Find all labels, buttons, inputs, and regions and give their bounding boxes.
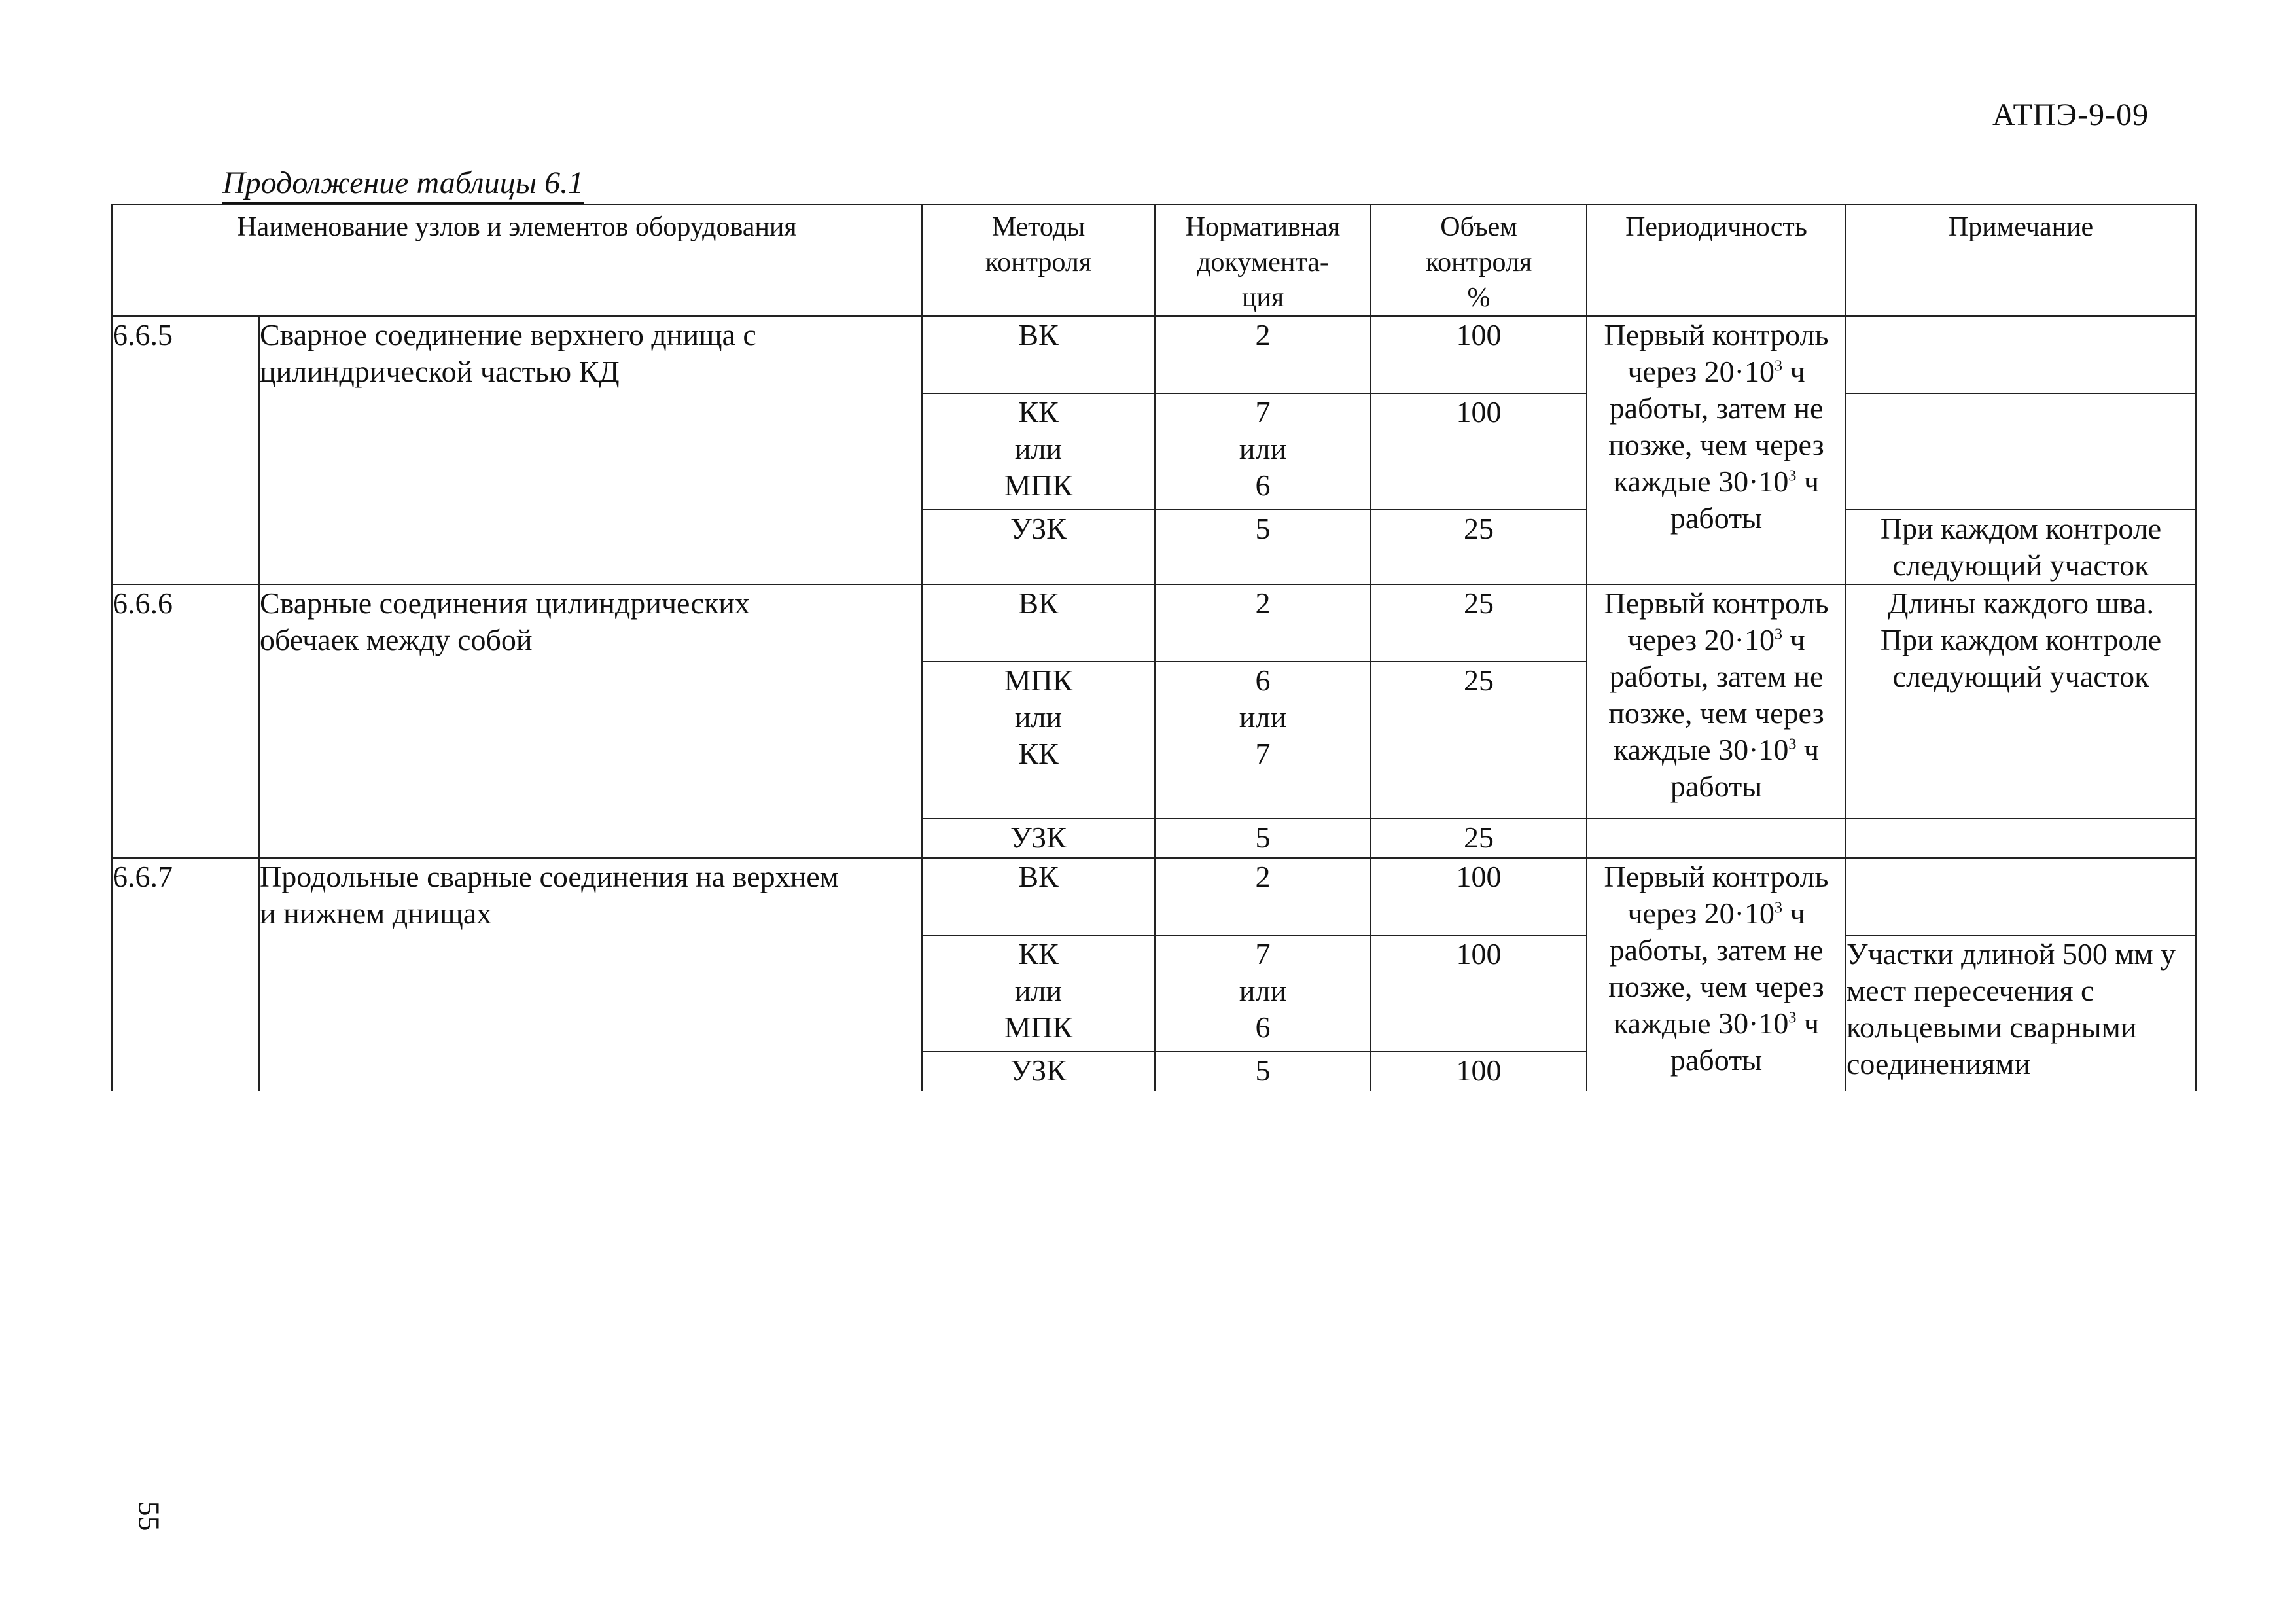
table-row xyxy=(112,858,2196,935)
method-cell: УЗК xyxy=(922,1052,1155,1091)
period-cell: Первый контроль через $20\cdot 10^3$ ч работы, затем не позже, чем через каждые $30\cdot 10^3$ ч работы xyxy=(1587,584,1846,819)
doc-cell: 7 или 6 xyxy=(1155,935,1371,1052)
header-period: Периодичность xyxy=(1587,205,1846,316)
method-cell: КК или МПК xyxy=(922,393,1155,510)
header-docs: Нормативная документа- ция xyxy=(1155,205,1371,316)
volume-cell: 25 xyxy=(1371,819,1587,858)
doc-cell: 5 xyxy=(1155,819,1371,858)
doc-cell: 5 xyxy=(1155,1052,1371,1091)
period-cell: Первый контроль через $20\cdot 10^3$ ч работы, затем не позже, чем через каждые $30\cdot 10^3$ ч работы xyxy=(1587,316,1846,584)
table-row xyxy=(112,584,2196,662)
note-cell xyxy=(1846,393,2196,510)
section-number: 6.6.7 xyxy=(112,858,259,1091)
doc-cell: 2 xyxy=(1155,858,1371,935)
document-code: АТПЭ-9-09 xyxy=(1992,98,2149,132)
page-number: 55 xyxy=(132,1501,166,1531)
method-cell: ВК xyxy=(922,316,1155,393)
doc-cell: 2 xyxy=(1155,584,1371,662)
section-title: Сварные соединения цилиндрических обечаек между собой xyxy=(259,584,922,858)
method-cell: ВК xyxy=(922,858,1155,935)
section-title: Сварное соединение верхнего днища с цилиндрической частью КД xyxy=(259,316,922,584)
inspection-table xyxy=(111,204,2197,1091)
note-cell xyxy=(1846,858,2196,935)
header-methods: Методы контроля xyxy=(922,205,1155,316)
note-cell: Длины каждого шва. При каждом контроле следующий участок xyxy=(1846,584,2196,819)
method-cell: ВК xyxy=(922,584,1155,662)
note-cell: При каждом контроле следующий участок xyxy=(1846,510,2196,584)
section-title: Продольные сварные соединения на верхнем и нижнем днищах xyxy=(259,858,922,1091)
note-cell xyxy=(1846,316,2196,393)
method-cell: КК или МПК xyxy=(922,935,1155,1052)
volume-cell: 100 xyxy=(1371,858,1587,935)
volume-cell: 25 xyxy=(1371,510,1587,584)
section-number: 6.6.6 xyxy=(112,584,259,858)
header-volume: Объем контроля % xyxy=(1371,205,1587,316)
volume-cell: 25 xyxy=(1371,662,1587,819)
method-cell: УЗК xyxy=(922,510,1155,584)
table-caption: Продолжение таблицы 6.1 xyxy=(222,165,584,204)
table-row xyxy=(112,316,2196,393)
note-cell: Участки длиной 500 мм у мест пересечения с кольцевыми сварными соединениями xyxy=(1846,935,2196,1091)
method-cell: МПК или КК xyxy=(922,662,1155,819)
note-cell-empty xyxy=(1846,819,2196,858)
volume-cell: 100 xyxy=(1371,316,1587,393)
header-note: Примечание xyxy=(1846,205,2196,316)
volume-cell: 25 xyxy=(1371,584,1587,662)
section-number: 6.6.5 xyxy=(112,316,259,584)
period-cell: Первый контроль через $20\cdot 10^3$ ч работы, затем не позже, чем через каждые $30\cdot 10^3$ ч работы xyxy=(1587,858,1846,1091)
volume-cell: 100 xyxy=(1371,935,1587,1052)
doc-cell: 5 xyxy=(1155,510,1371,584)
doc-cell: 2 xyxy=(1155,316,1371,393)
volume-cell: 100 xyxy=(1371,393,1587,510)
doc-cell: 7 или 6 xyxy=(1155,393,1371,510)
period-cell-empty xyxy=(1587,819,1846,858)
volume-cell: 100 xyxy=(1371,1052,1587,1091)
method-cell: УЗК xyxy=(922,819,1155,858)
header-name: Наименование узлов и элементов оборудования xyxy=(112,205,922,316)
doc-cell: 6 или 7 xyxy=(1155,662,1371,819)
table-header-row xyxy=(112,205,2196,316)
